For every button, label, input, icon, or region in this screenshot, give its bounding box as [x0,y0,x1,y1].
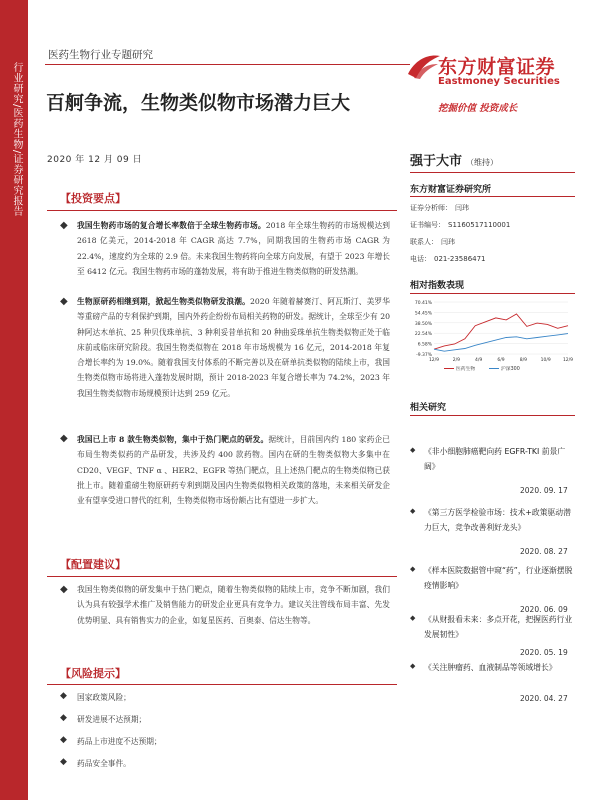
x-tick-label: 12/9 [562,358,573,363]
series-line [434,334,568,352]
point-3-bold: 我国已上市 8 款生物类似物，集中于热门靶点的研发。 [77,435,269,444]
cert-line [410,220,510,230]
chart-divider [410,293,575,294]
related-report-link[interactable]: 《关注肿瘤药、血液制品等领域增长》 [424,663,557,672]
slogan: 挖掘价值 投资成长 [438,103,518,114]
firm-name: 东方财富证券研究所 [410,185,492,195]
related-report-date: 2020. 06. 09 [520,605,568,614]
point-3-text: 据统计，目前国内约 180 家药企已布局生物类似药的产品研发，共涉及约 400 款药物。国内在研的生物类似物大多集中在 CD20、VEGF、TNF α 、HER2、EGFR 等热门靶点，且上述热门靶点的生物类似物已获批上市。随着重磅生物原研药专利到期及国内生物类似物相关政策的落地，未来相关研发企业有望享受进口替代的红利，生物类似物市场份额占比有望进一步扩大。 [77,435,390,506]
left-sidebar [0,0,28,800]
risk-item: 研发进展不达预期； [77,715,147,724]
investment-head: 【投资要点】 [60,192,126,205]
y-tick-label: 38.50% [414,321,432,327]
related-report-date: 2020. 04. 27 [520,694,568,703]
contact-label: 联系人： [410,238,438,246]
bullet-icon: ◆ [60,691,67,701]
risk-divider [47,684,397,685]
cert-label: 证书编号： [410,221,445,229]
related-report-date: 2020. 09. 17 [520,486,568,495]
bullet-icon: ◆ [60,220,68,231]
report-date: 2020 年 12 月 09 日 [47,155,143,165]
page-title: 百舸争流，生物类似物市场潜力巨大 [46,92,351,114]
rating [410,150,498,169]
header-divider [45,64,410,65]
y-tick-label: 70.41% [414,301,432,306]
investment-divider [47,210,397,211]
risk-item: 国家政策风险； [77,693,131,702]
analyst-label: 证券分析师： [410,204,452,212]
sidebar-text: 行业研究/医药生物/证券研究报告 [11,62,22,217]
analyst-name: 闫玮 [455,204,469,212]
x-tick-label: 8/9 [519,358,527,363]
related-report-link[interactable]: 《第三方医学检验市场：技术+政策驱动潜力巨大，竞争改善利好龙头》 [424,508,571,532]
phone-label: 电话： [410,255,431,263]
rating-main: 强于大市 [410,154,463,169]
legend-label: 医药生物 [456,367,476,372]
recommendation-text: 我国生物类似物的研发集中于热门靶点，随着生物类似物的陆续上市，竞争不断加剧，我们认为具有较强学术推广及销售能力的研发企业更具有竞争力。建议关注管线布局丰富、先发优势明显、具有销售实力的企业，如复星医药、百奥泰、信达生物等。 [77,585,390,625]
bullet-icon: ◆ [60,713,67,723]
logo-text-en: Eastmoney Securities [438,76,560,87]
related-divider [410,415,575,416]
logo-text-cn: 东方财富证券 [438,56,556,78]
contact-line [410,237,455,247]
point-1-bold: 我国生物药市场的复合增长率数倍于全球生物药市场。 [77,221,266,230]
chart-title: 相对指数表现 [410,281,465,291]
point-2-bold: 生物原研药相继到期，掀起生物类似物研发浪潮。 [77,297,251,306]
bullet-icon: ◆ [60,433,68,444]
bullet-icon: ◆ [410,507,416,515]
risk-item: 药品安全事件。 [77,759,131,768]
cert-no: S1160517110001 [448,221,511,229]
bullet-icon: ◆ [410,565,416,573]
firm-divider [410,196,575,197]
related-head: 相关研究 [410,403,447,413]
legend-label: 沪深300 [501,367,520,372]
x-tick-label: 2/9 [452,358,460,363]
series-line [434,314,568,349]
x-tick-label: 4/9 [475,358,483,363]
bullet-icon: ◆ [60,757,67,767]
related-report-date: 2020. 08. 27 [520,547,568,556]
y-tick-label: -9.37% [416,353,432,358]
bullet-icon: ◆ [60,735,67,745]
recommendation-divider [47,576,397,577]
bullet-icon: ◆ [410,614,416,622]
y-tick-label: 22.54% [414,332,432,338]
related-report-date: 2020. 05. 19 [520,648,568,657]
point-1-text: 2018 年全球生物药的市场规模达到 2618 亿美元，2014-2018 年 CAGR 高达 7.7%，同期我国的生物药市场 CAGR 为 22.4%，速度约为全球的 2.9 倍。未来我国生物药将向全球方向发展，有望于 2023 年增长至 6412 亿元。我国生物药市场的蓬勃发展，将有助于推进生物类似物的研发热潮。 [77,221,390,276]
recommendation-head: 【配置建议】 [60,558,126,571]
phone-no: 021-23586471 [434,255,486,263]
x-tick-label: 6/9 [497,358,505,363]
related-report-link[interactable]: 《样本医院数据管中窥“药”，行业逐渐摆脱疫情影响》 [424,566,573,590]
risk-item: 药品上市进度不达预期； [77,737,162,746]
rating-divider [410,172,575,173]
point-2-text: 2020 年随着赫赛汀、阿瓦斯汀、美罗华等重磅产品的专利保护到期，国内外药企纷纷布局相关药物的研发。据统计，全球至少有 20 种阿达木单抗、25 种贝伐珠单抗、3 种利妥昔单抗和 20 种曲妥珠单抗生物类似物正处于临床前或临床研究阶段。我国生物类似物在 2018 年市场规模为 16 亿元，2014-2018 年复合增长率约为 19.0%。随着我国支付体系的不断完善以及在研单抗类似物的陆续上市，我国生物类似物市场将进入蓬勃发展时期，预计 2018-2023 年复合增长率为 74.2%，2023 年我国生物类似物市场规模预计达到 259 亿元。 [77,297,390,398]
bullet-icon: ◆ [60,584,68,595]
logo-icon [406,52,442,80]
report-category: 医药生物行业专题研究 [48,49,153,61]
bullet-icon: ◆ [410,446,416,454]
risk-head: 【风险提示】 [60,667,126,680]
contact-name: 闫玮 [441,238,455,246]
bullet-icon: ◆ [60,296,68,307]
y-tick-label: 54.45% [414,311,432,317]
phone-line [410,254,486,264]
investment-point-1 [77,218,390,279]
relative-index-chart [408,296,573,376]
x-tick-label: 12/9 [428,358,440,363]
bullet-icon: ◆ [410,662,416,670]
investment-point-3 [77,432,390,508]
y-tick-label: 6.58% [417,342,432,348]
investment-point-2 [77,294,390,401]
related-report-link[interactable]: 《从财报看未来：多点开花，把握医药行业发展韧性》 [424,615,573,639]
rating-sub: （维持） [466,158,499,167]
related-report-link[interactable]: 《非小细胞肺癌靶向药 EGFR-TKI 前景广阔》 [424,447,566,471]
x-tick-label: 10/9 [540,358,551,363]
analyst-line [410,203,469,213]
